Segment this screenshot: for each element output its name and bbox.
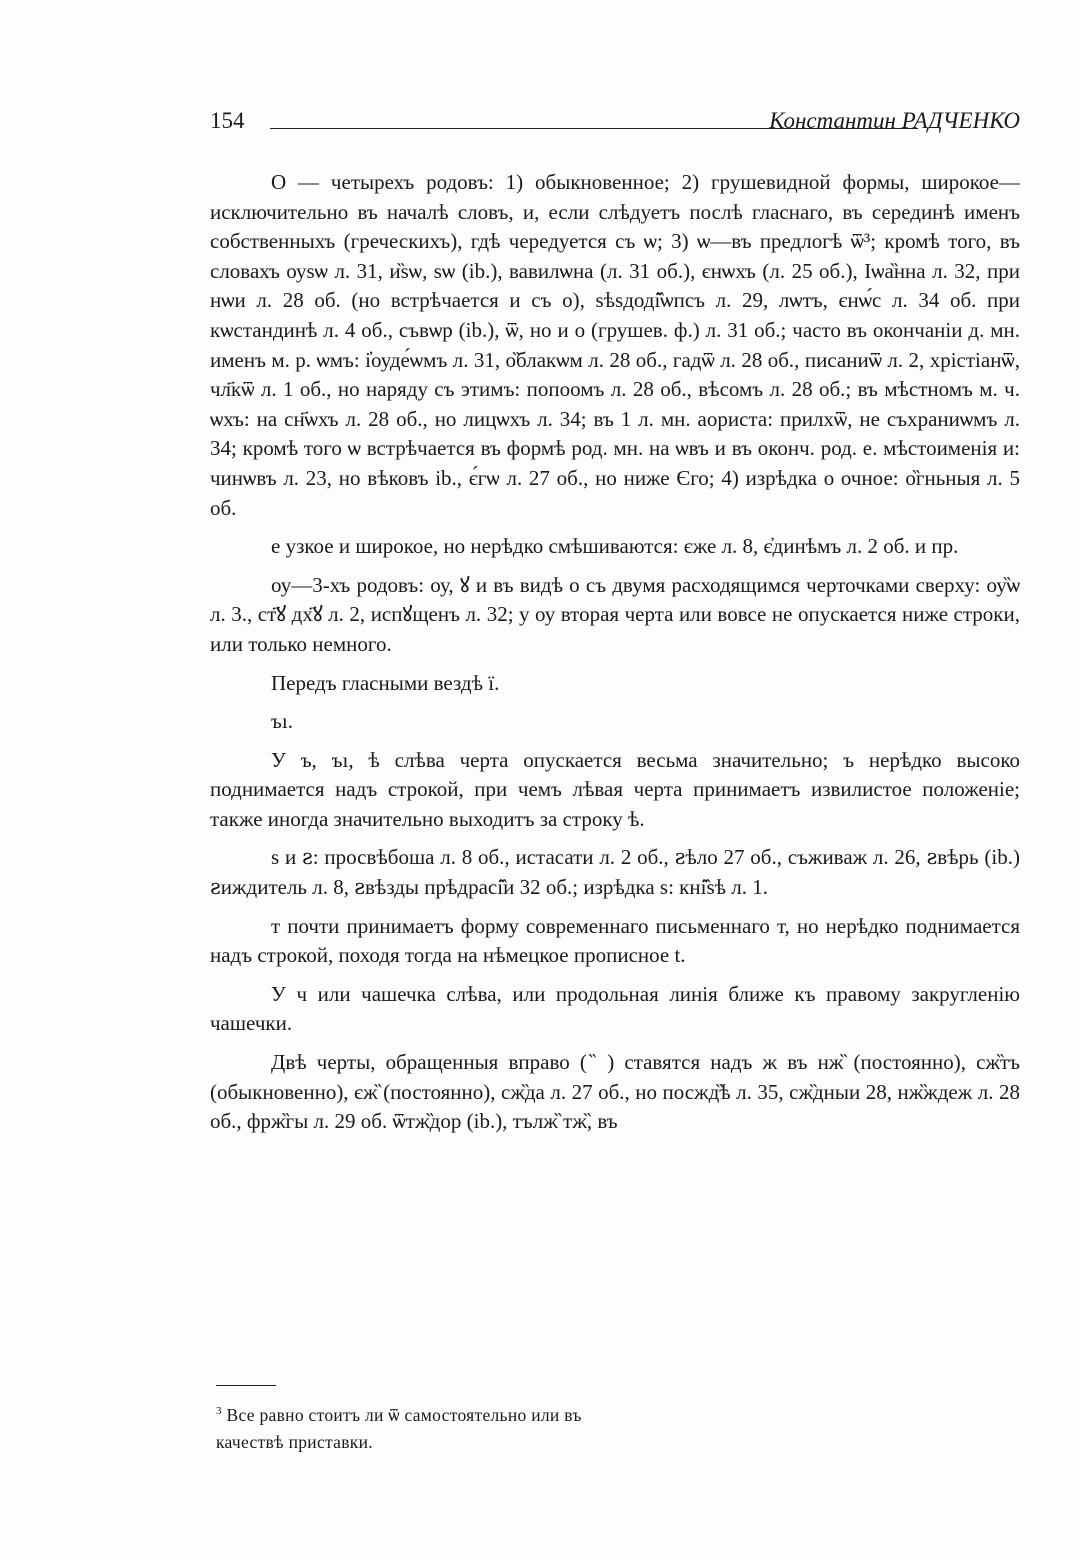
footnote xyxy=(216,1398,636,1456)
running-header xyxy=(210,108,1020,148)
paragraph-yery: ъı. xyxy=(271,709,293,734)
paragraph-e: е узкое и широкое, но нерѣдко смѣшиваются: єже л. 8, є̓динѣмъ л. 2 об. и пр. xyxy=(271,534,959,559)
footnote-marker: 3 xyxy=(216,1405,222,1417)
paragraph-strokes: Двѣ черты, обращенныя вправо ( ̏ ) ставятся надъ ж въ нж̏ (постоянно), сж̏тъ (обыкновенно), єж̏ (постоянно), сж̏да л. 27 об., но посжд̏ѣ л. 35, сж̏дныи 28, нж̏ждеж л. 28 об., фрж̏гы л. 29 об. ѿтж̏дор (ib.), тълж̏ тж̏, въ xyxy=(210,1050,1020,1134)
paragraph-zelo: ѕ и ꙅ: просвѣбоша л. 8 об., истасати л. 2 об., ꙅѣло 27 об., съживаж л. 26, ꙅвѣрь (ib.) ꙅиждитель л. 8, ꙅвѣзды прѣдрасі̇̏и 32 об.; изрѣдка ѕ: кні̇̏ѕѣ л. 1. xyxy=(210,845,1020,900)
paragraph-ou: оу—3-хъ родовъ: оу, ꙋ и въ видѣ о съ двумя расходящимся черточками сверху: оу̏ѡ л. 3., ст҃ꙋ дх҃ꙋ л. 2, испꙋщенъ л. 32; у оу вторая черта или вовсе не опускается ниже строки, или только немного. xyxy=(210,572,1020,656)
footnote-text: Все равно стоитъ ли ѿ самостоятельно или въ качествѣ приставки. xyxy=(216,1404,582,1452)
paragraph-vowels: Передъ гласными вездѣ ї. xyxy=(271,670,500,695)
paragraph-ch: У ч или чашечка слѣва, или продольная линія ближе къ правому закругленію чашечки. xyxy=(210,981,1020,1036)
paragraph-o: O — четырехъ родовъ: 1) обыкновенное; 2) грушевидной формы, широкое—исключительно въ началѣ словъ, и, если слѣдуетъ послѣ гласнаго, въ серединѣ именъ собственныхъ (греческихъ), гдѣ чередуется съ ѡ; 3) ѡ—въ предлогѣ ѿ³; кромѣ того, въ словахъ оуѕѡ л. 31, и̏ѕѡ, ѕѡ (ib.), вавилѡна (л. 31 об.), єнѡхъ (л. 25 об.), Іѡа̏нна л. 32, при нѡи л. 28 об. (но встрѣчается и съ о), ѕѣѕдоді̇̏ѡпсъ л. 29, лѡтъ, єнѡ́с л. 34 об. при кѡстандинѣ л. 4 об., съвѡр (ib.), ѿ, но и о (грушев. ф.) л. 31 об.; часто въ окончаніи д. мн. именъ м. р. ѡмъ: і̓оуде́ѡмъ л. 31, о̏блакѡм л. 28 об., гадѿ л. 28 об., писаниѿ л. 2, хрістіанѿ, чл҃кѿ л. 1 об., но наряду съ этимъ: попоомъ л. 28 об., вѣсомъ л. 28 об.; въ мѣстномъ м. ч. ѡхъ: на сн҃ѡхъ л. 28 об., но лицѡхъ л. 34; въ 1 л. мн. аориста: прилхѿ, не съхраниѡмъ л. 34; кромѣ того ѡ встрѣчается въ формѣ род. мн. на ѡвъ и въ оконч. род. е. мѣстоименія и: чинѡвъ л. 23, но вѣковъ ib., є́гѡ л. 27 об., но ниже Єго; 4) изрѣдка о очное: о̏гньныя л. 5 об. xyxy=(210,170,1020,520)
main-text xyxy=(210,168,1020,1137)
paragraph-t: т почти принимаетъ форму современнаго письменнаго т, но нерѣдко поднимается надъ строкой, походя тогда на нѣмецкое прописное t. xyxy=(210,913,1020,968)
page-number: 154 xyxy=(210,108,245,133)
paragraph-hard-sign: У ъ, ъı, ѣ слѣва черта опускается весьма значительно; ъ нерѣдко высоко поднимается надъ строкой, при чемъ лѣвая черта принимаетъ извилистое положеніе; также иногда значительно выходитъ за строку ѣ. xyxy=(210,747,1020,831)
footnote-rule xyxy=(216,1385,276,1386)
running-head-author: Константин РАДЧЕНКО xyxy=(769,108,1020,133)
